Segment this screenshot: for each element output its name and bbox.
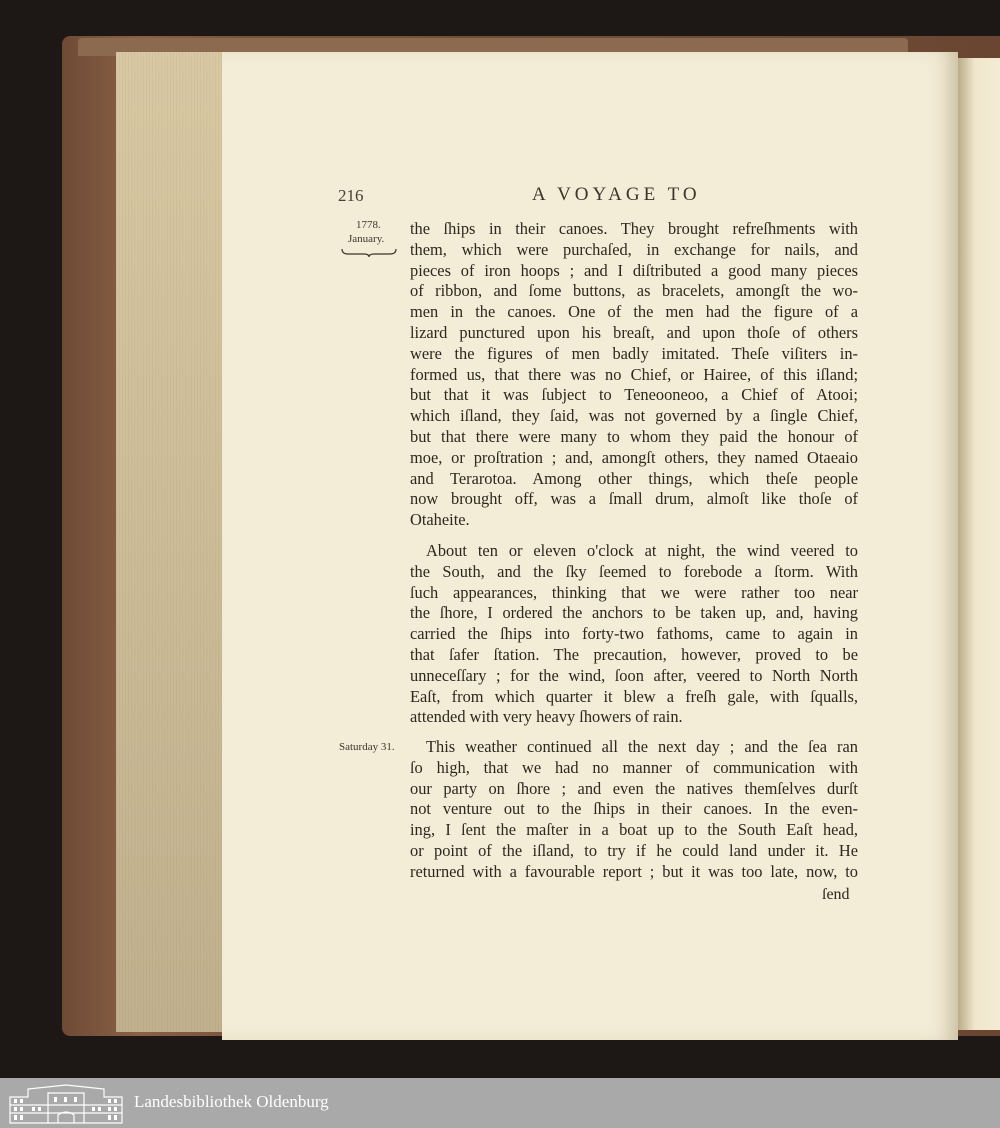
library-building-icon — [8, 1083, 124, 1125]
text-line: the ſhips in their canoes. They brought refreſhments with — [410, 219, 858, 238]
text-line: of ribbon, and ſome buttons, as bracelets, amongſt the wo- — [410, 281, 858, 301]
text-line: that ſafer ſtation. The precaution, however, proved to be — [410, 644, 858, 664]
text-line: attended with very heavy ſhowers of rain. — [410, 707, 683, 727]
running-title: A VOYAGE TO — [532, 184, 701, 205]
text-line: ſuch appearances, thinking that we were rather too near — [410, 582, 858, 602]
text-line: and Terarotoa. Among other things, which theſe people — [410, 468, 858, 488]
library-name: Landesbibliothek Oldenburg — [134, 1092, 329, 1111]
text-line: returned with a favourable report ; but it was too late, now, to — [410, 861, 858, 881]
margin-month: January. — [348, 233, 385, 245]
library-footer-banner — [0, 1078, 1000, 1128]
text-line: pieces of iron hoops ; and I diſtributed a good many pieces — [410, 260, 858, 280]
paragraph-1 — [410, 219, 858, 531]
paragraph-2 — [410, 541, 858, 728]
text-line: ſo high, that we had no manner of communication with — [410, 757, 858, 777]
text-line: were the figures of men badly imitated. Theſe viſiters in- — [410, 343, 858, 363]
text-line: but that it was ſubject to Teneooneoo, a Chief of Atooi; — [410, 385, 858, 405]
text-line: ing, I ſent the maſter in a boat up to the South Eaſt head, — [410, 820, 858, 840]
text-line: the ſhore, I ordered the anchors to be taken up, and, having — [410, 603, 858, 623]
text-line: our party on ſhore ; and even the natives themſelves durſt — [410, 778, 858, 798]
catchword: ſend — [822, 886, 850, 903]
text-line: unneceſſary ; for the wind, ſoon after, veered to North North — [410, 665, 858, 685]
text-line: but that there were many to whom they paid the honour of — [410, 426, 858, 446]
text-line: moe, or proſtration ; and, amongſt others, they named Otaeaio — [410, 447, 858, 467]
facing-page-edge — [958, 58, 1000, 1030]
text-line: Otaheite. — [410, 510, 470, 530]
margin-brace-icon — [340, 247, 398, 257]
text-line: not venture out to the ſhips in their canoes. In the even- — [410, 799, 858, 819]
text-line: the South, and the ſky ſeemed to forebode a ſtorm. With — [410, 561, 858, 581]
page-edges-shade — [116, 52, 222, 1032]
text-line: About ten or eleven o'clock at night, the wind veered to — [426, 541, 858, 560]
text-line: or point of the iſland, to try if he could land under it. He — [410, 840, 858, 860]
margin-date-note: Saturday 31. — [339, 741, 395, 753]
text-line: them, which were purchaſed, in exchange for nails, and — [410, 239, 858, 259]
text-line: now brought off, was a ſmall drum, almoſt like thoſe of — [410, 489, 858, 509]
text-line: Eaſt, from which quarter it blew a freſh gale, with ſqualls, — [410, 686, 858, 706]
text-line: This weather continued all the next day ; and the ſea ran — [426, 737, 858, 756]
text-line: lizard punctured upon his breaſt, and upon thoſe of others — [410, 322, 858, 342]
page-number: 216 — [338, 186, 364, 205]
text-line: men in the canoes. One of the men had the figure of a — [410, 302, 858, 322]
text-line: formed us, that there was no Chief, or Hairee, of this iſland; — [410, 364, 858, 384]
text-line: which iſland, they ſaid, was not governed by a ſingle Chief, — [410, 406, 858, 426]
text-line: carried the ſhips into forty-two fathoms, came to again in — [410, 624, 858, 644]
paragraph-3 — [410, 737, 858, 883]
margin-year: 1778. — [356, 219, 381, 231]
